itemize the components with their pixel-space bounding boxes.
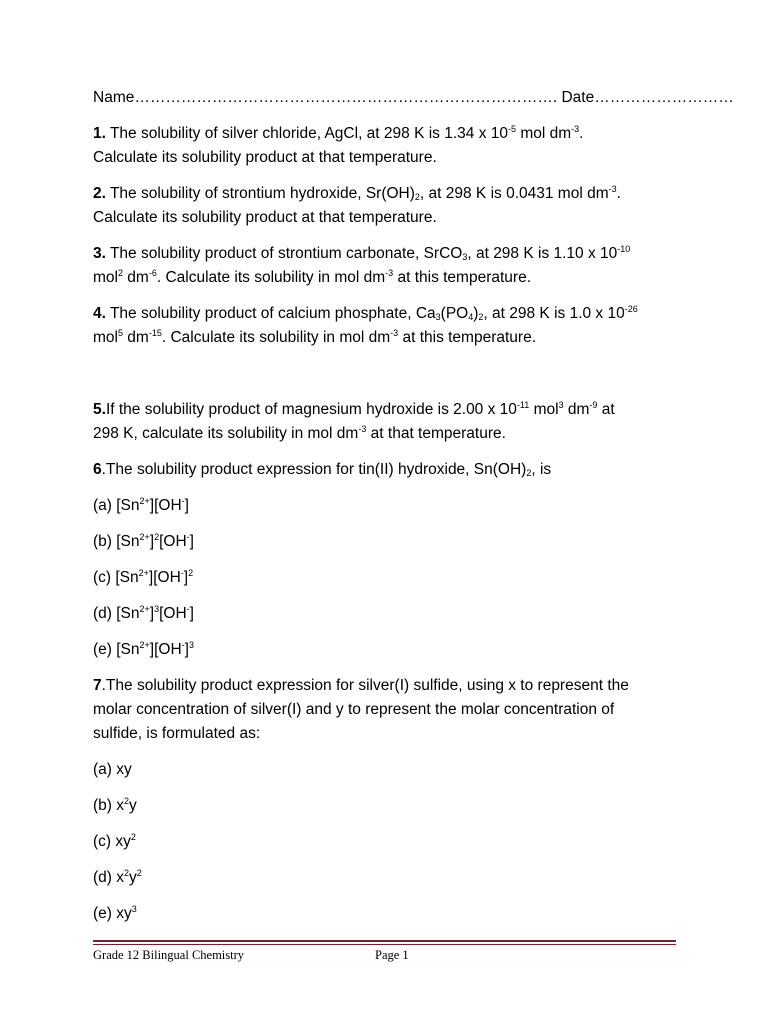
question-7: 7.The solubility product expression for silver(I) sulfide, using x to represent the molar concentration of silver(I) and y to represent the molar concentration of sulfide, is formulated as: [93, 677, 629, 742]
footer-rule-thick [93, 940, 676, 942]
footer-page-number: Page 1 [375, 948, 409, 962]
question-number: 5. [93, 401, 106, 418]
question-2-line-2: Calculate its solubility product at that temperature. [93, 209, 437, 226]
question-number: 4. [93, 305, 106, 322]
option-7b: (b) $x^2y$ [93, 796, 137, 814]
question-number: 2. [93, 185, 106, 202]
question-number: 3. [93, 245, 106, 262]
option-6a: (a) $[Sn^{2+}][OH^-]$ [93, 496, 189, 514]
option-7d: (d) $x^2y^2$ [93, 868, 142, 886]
question-2: 2. The solubility of strontium hydroxide, $Sr(OH)_2$, at 298 K is 0.0431 mol $dm^{-3}$. Calculate its solubility product at that temperature. [93, 182, 683, 230]
question-1: 1. The solubility of silver chloride, AgCl, at 298 K is 1.34 x $10^{-5}$ mol $dm^{-3}$. Calculate its solubility product at that temperature. [93, 122, 683, 170]
option-6b: (b) $[Sn^{2+}]^2[OH^-]$ [93, 532, 194, 550]
question-3: 3. The solubility product of strontium carbonate, SrCO$_3$, at 298 K is 1.10 x $10^{-10}$ mol$^2$ $dm^{-6}$. Calculate its solubility in mol $dm^{-3}$ at this temperature. [93, 244, 631, 286]
question-4: 4. The solubility product of calcium phosphate, $Ca_3(PO_4)_2$, at 298 K is 1.0 x $10^{-26}$ mol$^5$ $dm^{-15}$. Calculate its solubility in mol $dm^{-3}$ at this temperature. [93, 304, 638, 346]
question-number: 6 [93, 461, 102, 478]
question-number: 1. [93, 125, 106, 142]
worksheet-page [93, 0, 734, 1024]
date-label: Date……………………… [561, 89, 734, 106]
question-number: 7 [93, 677, 102, 694]
name-date-line: Name………………………………………………………………………. Date……………………… [93, 89, 734, 106]
question-6: 6.The solubility product expression for tin(II) hydroxide, $Sn(OH)_2$, is [93, 461, 552, 478]
option-6e: (e) $[Sn^{2+}][OH^-]^3$ [93, 640, 194, 658]
question-1-line-2: Calculate its solubility product at that temperature. [93, 149, 437, 166]
option-7e: (e) $xy^3$ [93, 904, 137, 922]
option-7a: (a) xy [93, 761, 132, 778]
option-7c: (c) $xy^2$ [93, 832, 136, 850]
footer-rule-thin [93, 944, 676, 945]
option-6c: (c) $[Sn^{2+}][OH^-]^2$ [93, 568, 194, 586]
footer-course-title: Grade 12 Bilingual Chemistry [93, 948, 245, 962]
question-5: 5.If the solubility product of magnesium hydroxide is 2.00 x $10^{-11}$ mol$^3$ $dm^{-9}$ at 298 K, calculate its solubility in mol $dm^{-3}$ at that temperature. [93, 400, 615, 442]
option-6d: (d) $[Sn^{2+}]^3[OH^-]$ [93, 604, 194, 622]
name-label: Name……………………………………………………………………… [93, 89, 553, 106]
